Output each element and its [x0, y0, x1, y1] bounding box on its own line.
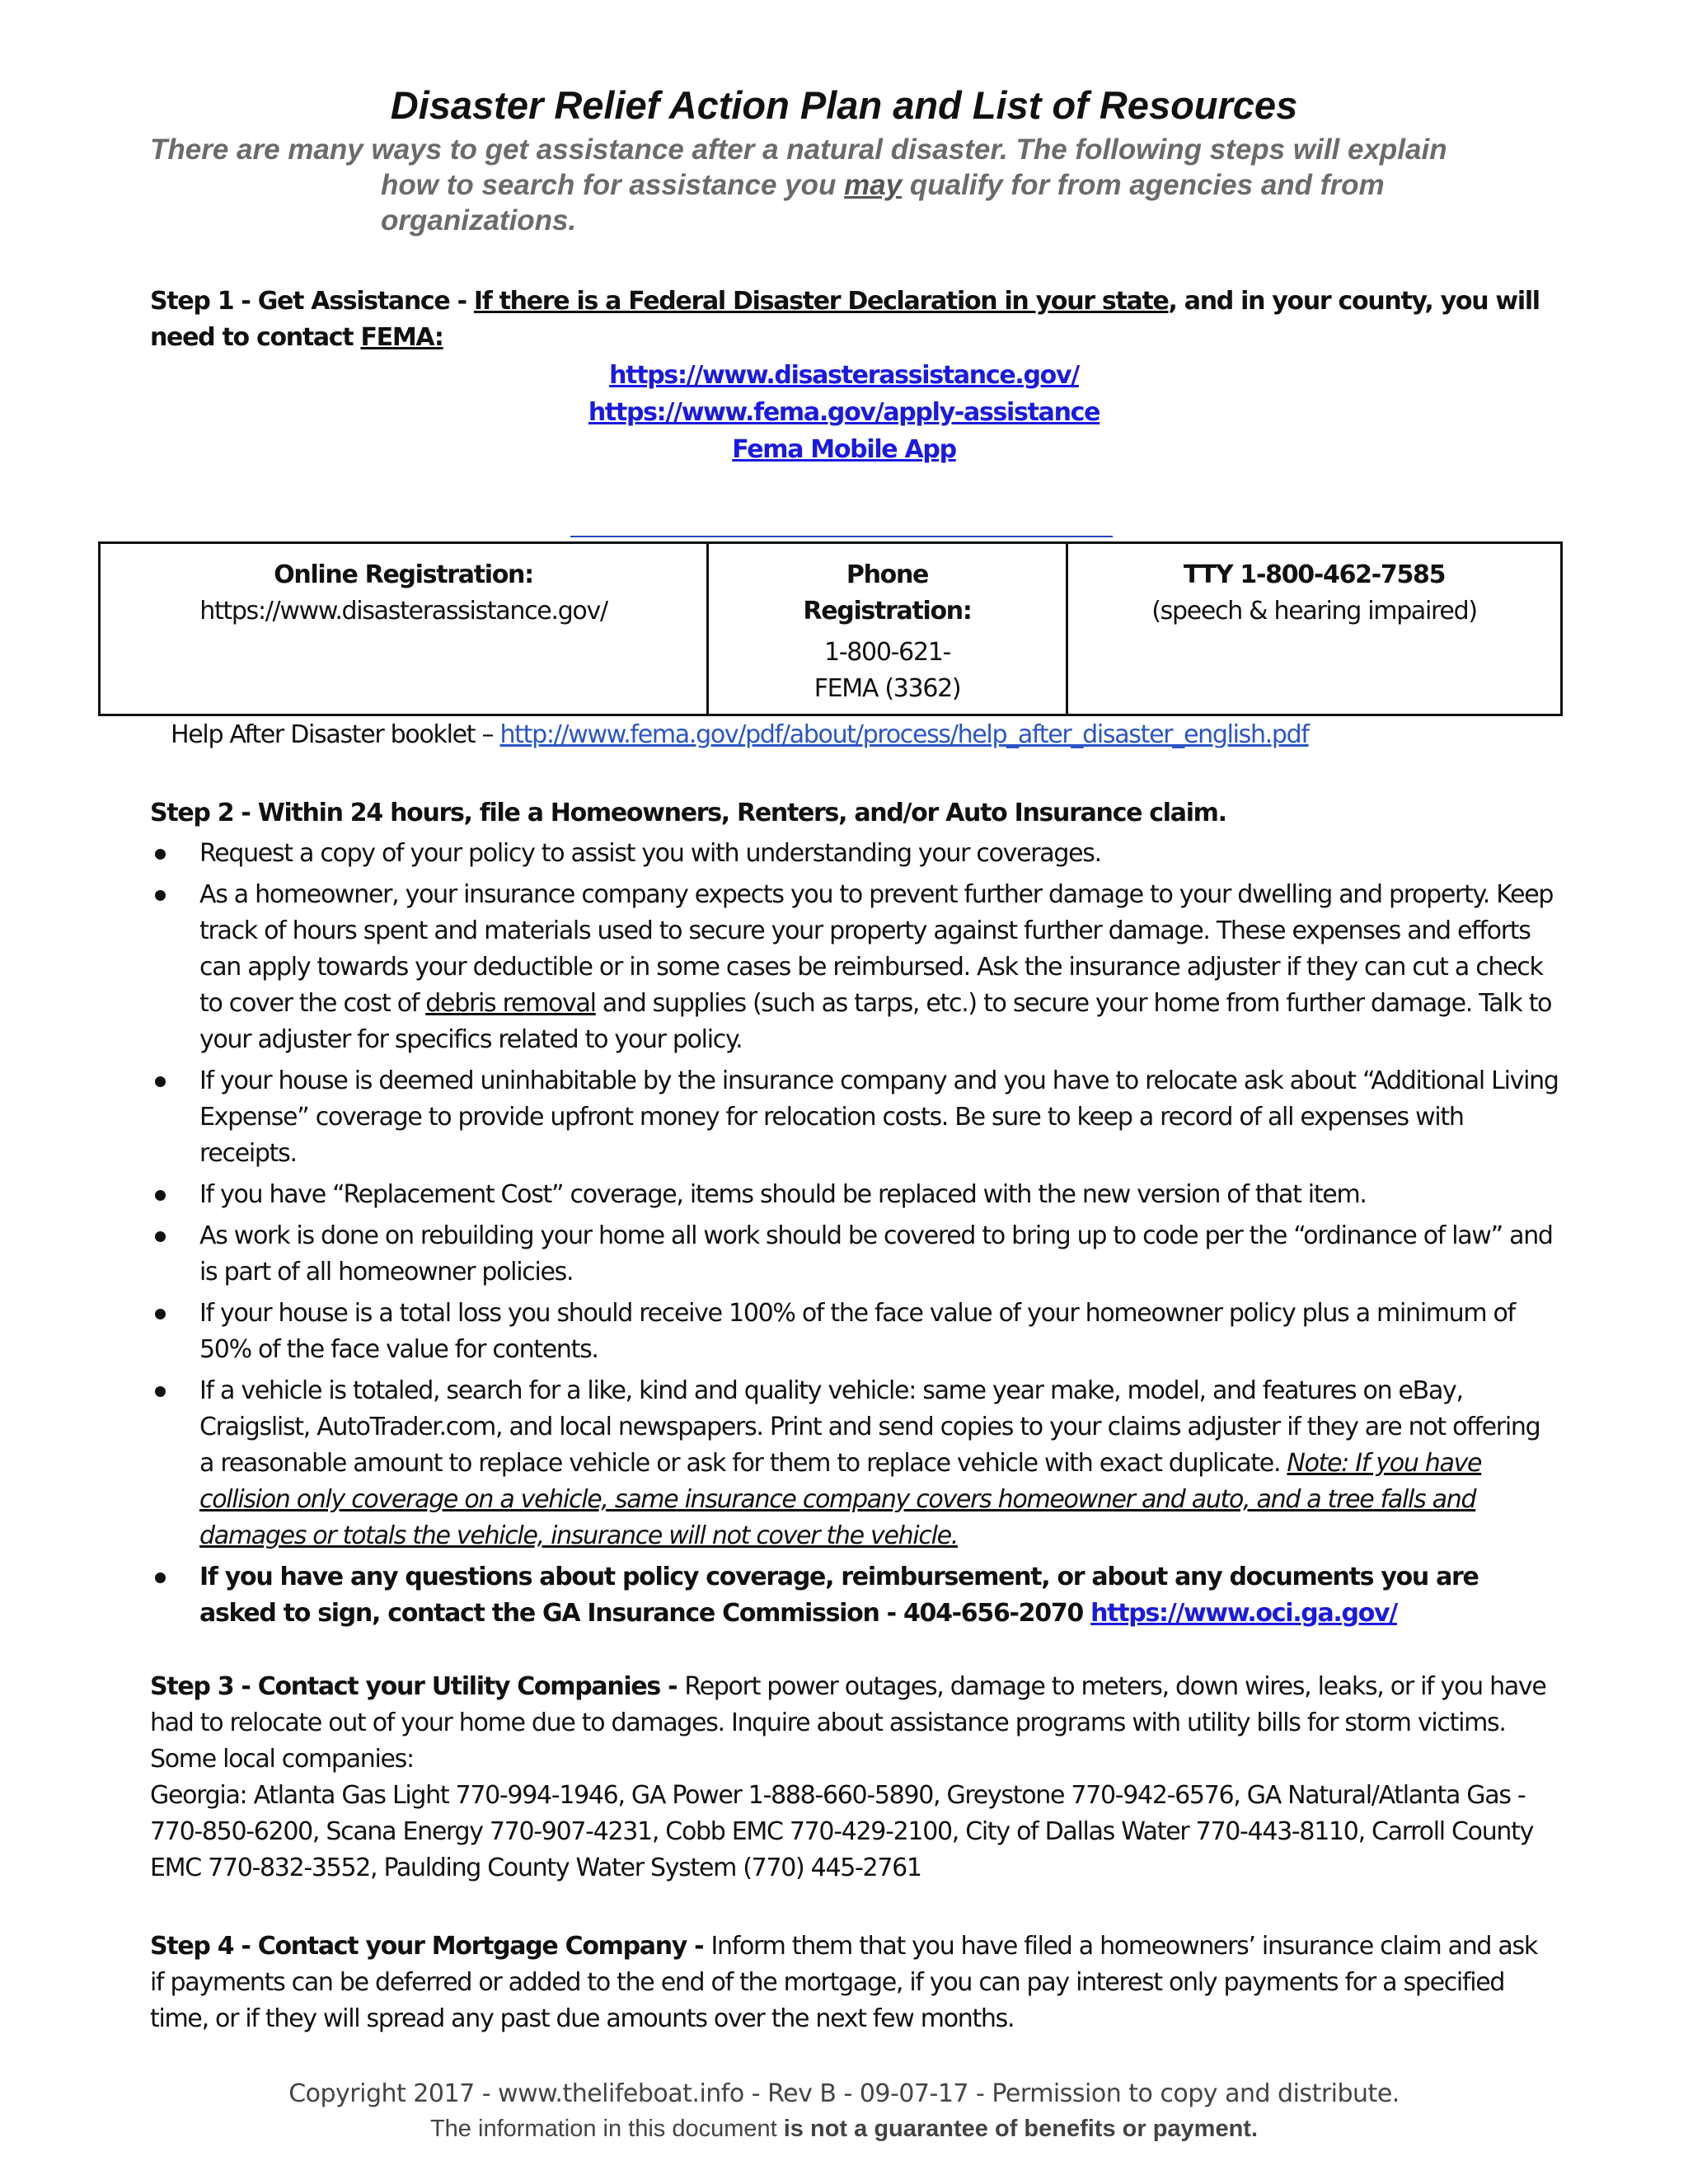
fema-links [0, 357, 1688, 468]
help-booklet-line [171, 717, 1572, 753]
bullet-icon [155, 1309, 166, 1319]
bullet-text: If your house is deemed uninhabitable by the insurance company and you have to relocate ask about “Additional Living Expense” coverage to provide upfront money for relocation costs. Be sure to keep a record of all expenses with receipts. [199, 1066, 1559, 1168]
tty-value: (speech & hearing impaired) [1151, 597, 1477, 626]
bullet-text: As work is done on rebuilding your home all work should be covered to bring up to code per the “ordinance of law” and is part of all homeowner policies. [199, 1221, 1553, 1286]
step-3-section [150, 1669, 1551, 1886]
help-booklet-label: Help After Disaster booklet – [171, 720, 500, 749]
disclaimer-text: The information in this document [429, 2116, 784, 2142]
document-title: Disaster Relief Action Plan and List of Resources [390, 83, 1298, 127]
help-booklet-link[interactable]: http://www.fema.gov/pdf/about/process/help_after_disaster_english.pdf [499, 720, 1309, 749]
online-registration-value: https://www.disasterassistance.gov/ [199, 597, 607, 626]
bullet-icon [155, 1386, 166, 1397]
list-item [150, 877, 1559, 1058]
bullet-text: If you have any questions about policy coverage, reimbursement, or about any documents you are asked to sign, contact the GA Insurance Commission - 404-656-2070 [199, 1563, 1479, 1628]
bullet-icon [155, 890, 166, 901]
tty-cell [1067, 543, 1562, 715]
oci-link[interactable]: https://www.oci.ga.gov/ [1090, 1599, 1397, 1628]
online-registration-cell [100, 543, 708, 715]
step-4-label: Step 4 - Contact your Mortgage Company - [150, 1932, 711, 1961]
subtitle-line-2 [150, 167, 1551, 203]
subtitle-line-2-pre: how to search for assistance you [381, 169, 845, 201]
step-1-rest: , and in your county, you will need to contact [150, 287, 1540, 352]
bullet-text: and supplies (such as tarps, etc.) to secure your home from further damage. Talk to your adjuster for specifics related to your policy. [199, 989, 1552, 1054]
step-2-heading: Step 2 - Within 24 hours, file a Homeowners, Renters, and/or Auto Insurance claim. [150, 799, 1226, 827]
disclaimer-bold: is not a guarantee of benefits or payment. [783, 2116, 1259, 2142]
step-3-text: Report power outages, damage to meters, down wires, leaks, or if you have had to relocate out of your home due to damages. Inquire about assistance programs with utility bills for storm victims. Some local companies: [150, 1672, 1546, 1774]
list-item [150, 1218, 1559, 1291]
bullet-text: Request a copy of your policy to assist you with understanding your coverages. [199, 839, 1101, 868]
subtitle-line-3: organizations. [381, 204, 577, 237]
bullet-text: If your house is a total loss you should receive 100% of the face value of your homeowner policy plus a minimum of 50% of the face value for contents. [199, 1299, 1515, 1364]
list-item [150, 1296, 1559, 1368]
bullet-icon [155, 1190, 166, 1201]
list-item [150, 1063, 1559, 1172]
link-fema-apply[interactable]: https://www.fema.gov/apply-assistance [588, 398, 1100, 427]
collision-note: Note: If you have collision only coverage on a vehicle, same insurance company covers homeowner and auto, and a tree falls and damages or totals the vehicle, insurance will not cover the vehicle. [199, 1449, 1482, 1550]
divider-line [570, 536, 1113, 537]
footer-copyright: Copyright 2017 - www.thelifeboat.info - Rev B - 09-07-17 - Permission to copy and distribute. [288, 2079, 1400, 2108]
bullet-icon [155, 1076, 166, 1087]
online-registration-heading: Online Registration: [274, 560, 533, 589]
step-3-label: Step 3 - Contact your Utility Companies - [150, 1672, 685, 1701]
subtitle-line-1: There are many ways to get assistance after a natural disaster. The following steps will explain [150, 134, 1447, 166]
step-1-heading [150, 284, 1551, 356]
registration-table [98, 541, 1563, 716]
list-item [150, 1373, 1559, 1554]
step-1-condition: If there is a Federal Disaster Declaration in your state [473, 287, 1169, 316]
list-item [150, 836, 1559, 872]
link-fema-mobile-app[interactable]: Fema Mobile App [732, 435, 956, 464]
step-4-section [150, 1929, 1551, 2037]
step-1-label: Step 1 - Get Assistance - [150, 287, 474, 316]
bullet-text: As a homeowner, your insurance company expects you to prevent further damage to your dwelling and property. Keep track of hours spent and materials used to secure your property against further damage. These expenses and efforts can apply towards your deductible or in some cases be reimbursed. Ask the insurance adjuster if they can cut a check to cover the cost of [199, 880, 1554, 1018]
debris-removal-text: debris removal [425, 989, 596, 1018]
footer-disclaimer [0, 2116, 1688, 2143]
phone-registration-heading: Phone Registration: [803, 560, 972, 626]
phone-registration-value-1: 1-800-621- [823, 638, 951, 667]
table-row [100, 543, 1562, 715]
bullet-icon [155, 849, 166, 860]
subtitle-emphasis: may [844, 169, 903, 201]
document-subtitle [150, 132, 1551, 238]
step-2-list [150, 836, 1559, 1637]
utility-companies: Georgia: Atlanta Gas Light 770-994-1946, GA Power 1-888-660-5890, Greystone 770-942-6576, GA Natural/Atlanta Gas - 770-850-6200, Scana Energy 770-907-4231, Cobb EMC 770-429-2100, City of Dallas Water 770-443-8110, Carroll County EMC 770-832-3552, Paulding County Water System (770) 445-2761 [150, 1781, 1534, 1882]
bullet-text: If you have “Replacement Cost” coverage, items should be replaced with the new version of that item. [199, 1180, 1367, 1209]
tty-heading: TTY 1-800-462-7585 [1183, 560, 1446, 589]
phone-registration-value-2: FEMA (3362) [814, 674, 961, 703]
subtitle-line-2-post: qualify for from agencies and from [902, 169, 1385, 201]
phone-registration-cell [708, 543, 1067, 715]
bullet-icon [155, 1572, 166, 1583]
list-item [150, 1559, 1559, 1632]
step-1-fema: FEMA: [360, 323, 443, 352]
bullet-text: If a vehicle is totaled, search for a like, kind and quality vehicle: same year make, model, and features on eBay, Craigslist, AutoTrader.com, and local newspapers. Print and send copies to your claims adjuster if they are not offering a reasonable amount to replace vehicle or ask for them to replace vehicle with exact duplicate. [199, 1376, 1540, 1478]
link-disasterassistance[interactable]: https://www.disasterassistance.gov/ [609, 361, 1079, 390]
bullet-icon [155, 1231, 166, 1242]
step-4-text: Inform them that you have filed a homeowners’ insurance claim and ask if payments can be deferred or added to the end of the mortgage, if you can pay interest only payments for a specified time, or if they will spread any past due amounts over the next few months. [150, 1932, 1537, 2033]
list-item [150, 1177, 1559, 1213]
